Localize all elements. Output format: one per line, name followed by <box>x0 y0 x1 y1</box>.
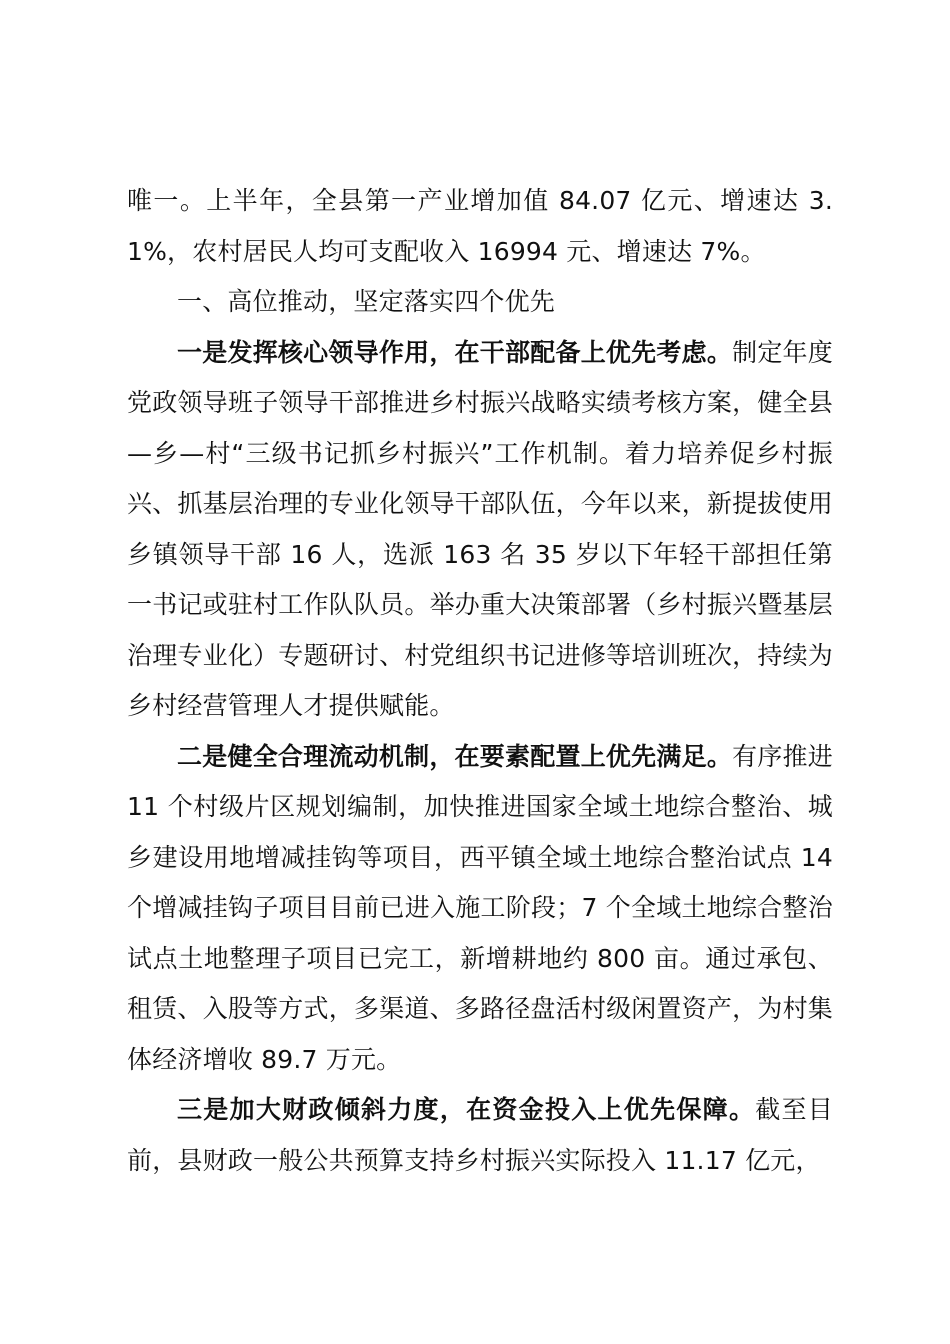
point-1-text: 制定年度党政领导班子领导干部推进乡村振兴战略实绩考核方案，健全县—乡—村“三级书记抓乡村振兴”工作机制。着力培养促乡村振兴、抓基层治理的专业化领导干部队伍，今年以来，新提拔使用乡镇领导干部 16 人，选派 163 名 35 岁以下年轻干部担任第一书记或驻村工作队队员。举办重大决策部署（乡村振兴暨基层治理专业化）专题研讨、村党组织书记进修等培训班次，持续为乡村经营管理人才提供赋能。 <box>127 337 833 720</box>
section-heading-text: 一、高位推动，坚定落实四个优先 <box>177 287 556 316</box>
document-page <box>127 176 833 1186</box>
point-1-lead: 一是发挥核心领导作用，在干部配备上优先考虑。 <box>177 337 733 367</box>
point-2-lead: 二是健全合理流动机制，在要素配置上优先满足。 <box>177 741 733 771</box>
point-3-text: 截至目前，县财政一般公共预算支持乡村振兴实际投入 11.17 亿元， <box>127 1095 834 1175</box>
point-3-paragraph <box>127 1085 833 1186</box>
intro-text: 唯一。上半年，全县第一产业增加值 84.07 亿元、增速达 3.1%，农村居民人均可支配收入 16994 元、增速达 7%。 <box>127 186 833 266</box>
point-2-text: 有序推进 11 个村级片区规划编制，加快推进国家全域土地综合整治、城乡建设用地增减挂钩等项目，西平镇全域土地综合整治试点 14 个增减挂钩子项目目前已进入施工阶段；7 个全域土地综合整治试点土地整理子项目已完工，新增耕地约 800 亩。通过承包、租赁、入股等方式，多渠道、多路径盘活村级闲置资产，为村集体经济增收 89.7 万元。 <box>127 741 833 1074</box>
point-2-paragraph <box>127 732 833 1086</box>
point-3-lead: 三是加大财政倾斜力度，在资金投入上优先保障。 <box>177 1095 756 1124</box>
section-heading <box>127 277 833 328</box>
point-1-paragraph <box>127 328 833 732</box>
intro-paragraph <box>127 176 833 277</box>
